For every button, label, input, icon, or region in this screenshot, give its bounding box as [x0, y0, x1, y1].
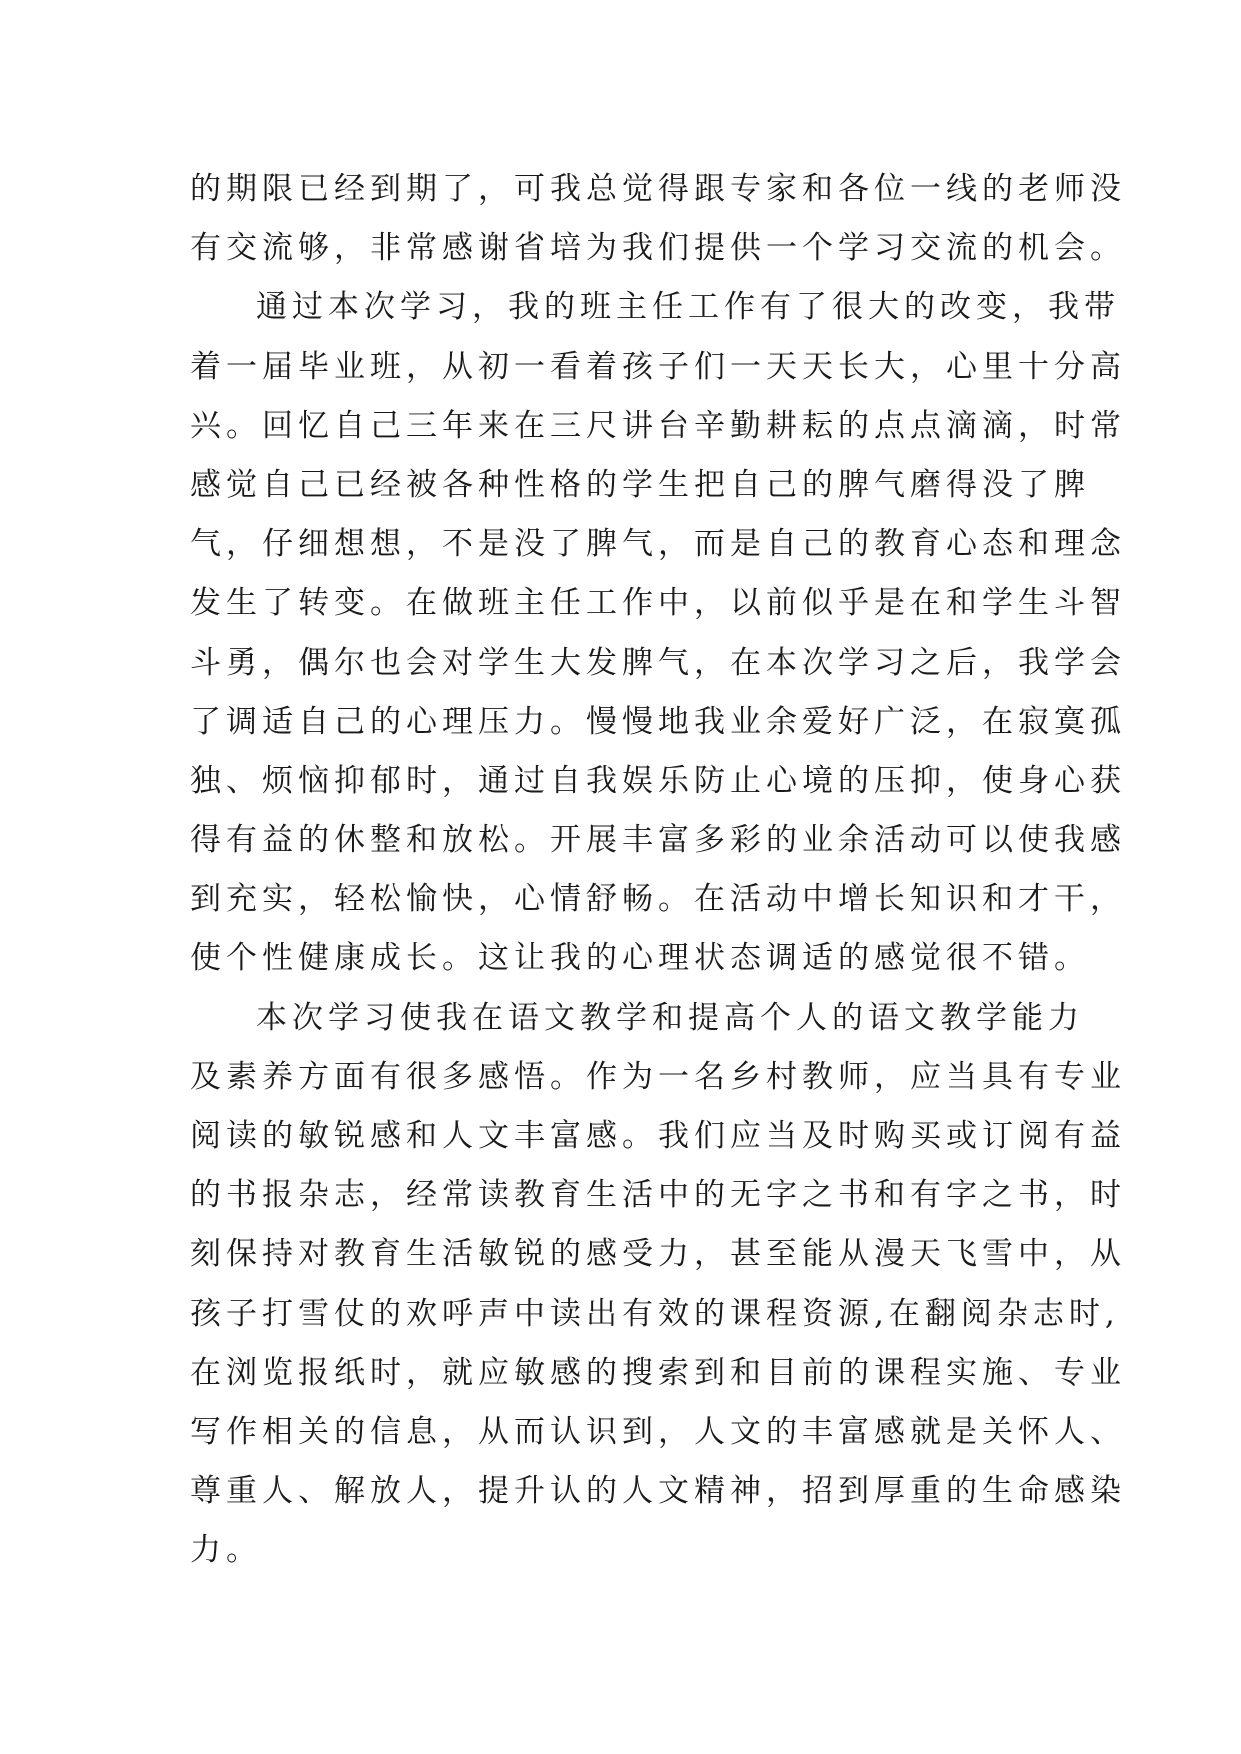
paragraph — [190, 160, 1126, 278]
text-line: 兴。回忆自己三年来在三尺讲台辛勤耕耘的点点滴滴，时常 — [190, 407, 1126, 444]
text-line: 阅读的敏锐感和人文丰富感。我们应当及时购买或订阅有益 — [190, 1118, 1126, 1154]
text-line: 着一届毕业班，从初一看着孩子们一天天长大，心里十分高 — [190, 348, 1126, 385]
text-line: 发生了转变。在做班主任工作中，以前似乎是在和学生斗智 — [190, 585, 1126, 622]
text-line: 刻保持对教育生活敏锐的感受力，甚至能从漫天飞雪中，从 — [190, 1236, 1126, 1273]
text-line: 使个性健康成长。这让我的心理状态调适的感觉很不错。 — [190, 940, 1090, 977]
paragraph — [190, 989, 1126, 1581]
text-line: 本次学习使我在语文教学和提高个人的语文教学能力 — [256, 999, 1084, 1036]
text-line: 到充实，轻松愉快，心情舒畅。在活动中增长知识和才干， — [190, 881, 1126, 918]
body-text — [190, 160, 1126, 1581]
paragraph — [190, 278, 1126, 988]
text-line: 的期限已经到期了，可我总觉得跟专家和各位一线的老师没 — [190, 171, 1126, 207]
text-line: 及素养方面有很多感悟。作为一名乡村教师，应当具有专业 — [190, 1058, 1126, 1095]
text-line: 尊重人、解放人，提升认的人文精神，招到厚重的生命感染 — [190, 1473, 1126, 1510]
text-line: 独、烦恼抑郁时，通过自我娱乐防止心境的压抑，使身心获 — [190, 762, 1126, 799]
text-line: 得有益的休整和放松。开展丰富多彩的业余活动可以使我感 — [190, 822, 1126, 859]
text-line: 有交流够，非常感谢省培为我们提供一个学习交流的机会。 — [190, 230, 1126, 267]
text-line: 气，仔细想想，不是没了脾气，而是自己的教育心态和理念 — [190, 526, 1126, 563]
text-line: 孩子打雪仗的欢呼声中读出有效的课程资源,在翻阅杂志时, — [190, 1295, 1120, 1332]
text-line: 斗勇，偶尔也会对学生大发脾气，在本次学习之后，我学会 — [190, 644, 1126, 681]
text-line: 力。 — [190, 1532, 262, 1569]
text-line: 感觉自己已经被各种性格的学生把自己的脾气磨得没了脾 — [190, 466, 1090, 503]
text-line: 写作相关的信息，从而认识到，人文的丰富感就是关怀人、 — [190, 1413, 1126, 1450]
text-line: 的书报杂志，经常读教育生活中的无字之书和有字之书，时 — [190, 1177, 1126, 1214]
text-line: 了调适自己的心理压力。慢慢地我业余爱好广泛，在寂寞孤 — [190, 703, 1126, 740]
text-line: 通过本次学习，我的班主任工作有了很大的改变，我带 — [256, 289, 1120, 326]
text-line: 在浏览报纸时，就应敏感的搜索到和目前的课程实施、专业 — [190, 1354, 1126, 1391]
